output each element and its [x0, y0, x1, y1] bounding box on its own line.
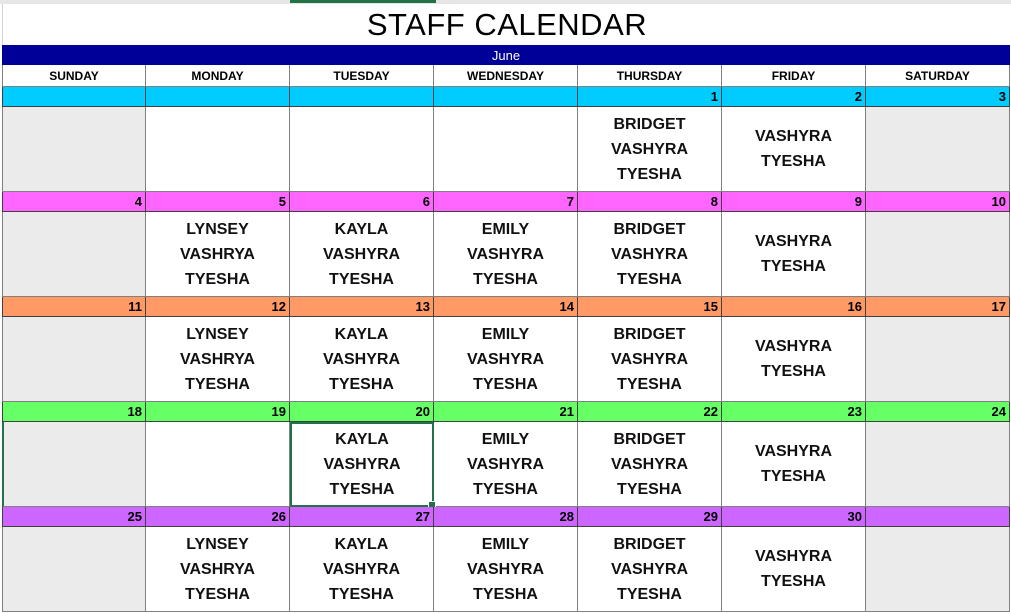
day-header-sunday[interactable]: SUNDAY — [2, 65, 146, 87]
week-2 — [2, 192, 1010, 297]
date-number-cell[interactable]: 7 — [434, 192, 578, 212]
day-header-monday[interactable]: MONDAY — [146, 65, 290, 87]
staff-name: BRIDGET — [613, 535, 686, 553]
date-number-cell[interactable]: 18 — [2, 402, 146, 422]
date-number-cell[interactable]: 28 — [434, 507, 578, 527]
staff-cell[interactable] — [2, 107, 146, 192]
staff-name: TYESHA — [617, 165, 682, 183]
staff-name: KAYLA — [334, 535, 389, 553]
staff-name: TYESHA — [329, 481, 395, 498]
date-number-row — [2, 297, 1010, 317]
staff-name: VASHRYA — [180, 560, 255, 578]
staff-name: EMILY — [481, 325, 530, 343]
staff-row — [2, 527, 1010, 612]
staff-cell[interactable] — [722, 422, 866, 507]
staff-cell[interactable] — [578, 527, 722, 612]
staff-name: TYESHA — [761, 153, 826, 170]
staff-name: EMILY — [481, 430, 530, 448]
staff-cell[interactable] — [434, 107, 578, 192]
staff-cell[interactable] — [866, 107, 1010, 192]
staff-cell[interactable] — [2, 317, 146, 402]
date-number-cell[interactable]: 30 — [722, 507, 866, 527]
staff-name: TYESHA — [473, 270, 538, 288]
date-number-cell[interactable] — [434, 87, 578, 107]
date-number-cell[interactable]: 19 — [146, 402, 290, 422]
staff-name: BRIDGET — [613, 220, 686, 238]
date-number-cell[interactable]: 27 — [290, 507, 434, 527]
day-header-friday[interactable]: FRIDAY — [722, 65, 866, 87]
date-number-cell[interactable]: 4 — [2, 192, 146, 212]
staff-name: TYESHA — [473, 480, 538, 498]
date-number-cell[interactable]: 3 — [866, 87, 1010, 107]
staff-cell[interactable] — [2, 212, 146, 297]
month-bar[interactable]: June — [2, 45, 1010, 65]
staff-cell[interactable] — [578, 422, 722, 507]
date-number-cell[interactable]: 11 — [2, 297, 146, 317]
staff-name: VASHYRA — [466, 560, 545, 578]
week-4 — [2, 402, 1010, 507]
staff-cell[interactable] — [2, 422, 146, 507]
date-number-cell[interactable]: 5 — [146, 192, 290, 212]
staff-cell[interactable] — [146, 107, 290, 192]
staff-name: TYESHA — [473, 585, 538, 603]
staff-cell[interactable] — [866, 527, 1010, 612]
staff-name: TYESHA — [185, 270, 250, 288]
staff-name: VASHYRA — [754, 443, 833, 460]
date-number-cell[interactable]: 14 — [434, 297, 578, 317]
staff-name: LYNSEY — [186, 535, 249, 553]
date-number-cell[interactable]: 9 — [722, 192, 866, 212]
staff-cell[interactable] — [866, 317, 1010, 402]
staff-name: VASHYRA — [754, 548, 833, 565]
date-number-cell[interactable]: 29 — [578, 507, 722, 527]
date-number-cell[interactable]: 13 — [290, 297, 434, 317]
staff-cell[interactable] — [434, 317, 578, 402]
staff-cell[interactable] — [146, 422, 290, 507]
staff-cell[interactable] — [290, 317, 434, 402]
staff-name: TYESHA — [761, 363, 826, 380]
staff-name: VASHYRA — [322, 245, 401, 263]
date-number-cell[interactable]: 21 — [434, 402, 578, 422]
date-number-cell[interactable]: 6 — [290, 192, 434, 212]
staff-name: TYESHA — [185, 585, 250, 603]
date-number-cell[interactable]: 26 — [146, 507, 290, 527]
staff-name: TYESHA — [617, 480, 682, 498]
staff-cell[interactable] — [2, 527, 146, 612]
staff-cell[interactable] — [290, 527, 434, 612]
staff-name: KAYLA — [335, 431, 389, 448]
staff-cell[interactable] — [722, 527, 866, 612]
staff-name: LYNSEY — [186, 220, 249, 238]
staff-name: KAYLA — [334, 220, 389, 238]
staff-name: VASHYRA — [610, 245, 689, 263]
date-number-cell[interactable]: 8 — [578, 192, 722, 212]
staff-cell[interactable] — [434, 527, 578, 612]
date-number-cell[interactable]: 23 — [722, 402, 866, 422]
date-number-cell[interactable]: 10 — [866, 192, 1010, 212]
staff-name: VASHYRA — [754, 233, 833, 250]
staff-name: EMILY — [481, 220, 530, 238]
date-number-cell[interactable] — [866, 507, 1010, 527]
staff-name: TYESHA — [761, 468, 826, 485]
staff-row — [2, 317, 1010, 402]
staff-name: VASHYRA — [610, 455, 689, 473]
date-number-cell[interactable]: 2 — [722, 87, 866, 107]
staff-cell[interactable] — [578, 212, 722, 297]
date-number-row — [2, 507, 1010, 527]
staff-cell[interactable] — [578, 317, 722, 402]
day-header-tuesday[interactable]: TUESDAY — [290, 65, 434, 87]
staff-name: VASHYRA — [466, 245, 545, 263]
staff-name: VASHYRA — [322, 560, 401, 578]
date-number-cell[interactable]: 20 — [290, 402, 434, 422]
staff-name: TYESHA — [329, 270, 394, 288]
staff-name: TYESHA — [617, 375, 682, 393]
day-header-saturday[interactable]: SATURDAY — [866, 65, 1010, 87]
calendar-title[interactable]: STAFF CALENDAR — [2, 4, 1011, 45]
staff-name: VASHYRA — [610, 560, 689, 578]
staff-name: VASHYRA — [466, 350, 545, 368]
staff-name: TYESHA — [761, 258, 826, 275]
staff-cell[interactable] — [722, 107, 866, 192]
staff-name: BRIDGET — [613, 115, 686, 133]
staff-name: TYESHA — [185, 375, 250, 393]
staff-cell[interactable] — [290, 422, 434, 507]
date-number-cell[interactable] — [2, 87, 146, 107]
staff-cell[interactable] — [722, 212, 866, 297]
staff-name: TYESHA — [761, 573, 826, 590]
day-header-row — [2, 65, 1010, 87]
staff-name: VASHYRA — [754, 128, 833, 145]
date-number-cell[interactable]: 24 — [866, 402, 1010, 422]
staff-name: VASHYRA — [322, 350, 401, 368]
week-5 — [2, 507, 1010, 612]
date-number-cell[interactable]: 16 — [722, 297, 866, 317]
date-number-cell[interactable]: 15 — [578, 297, 722, 317]
staff-row — [2, 107, 1010, 192]
date-number-cell[interactable]: 1 — [578, 87, 722, 107]
staff-name: TYESHA — [617, 270, 682, 288]
date-number-cell[interactable] — [290, 87, 434, 107]
staff-cell[interactable] — [578, 107, 722, 192]
staff-cell[interactable] — [434, 422, 578, 507]
staff-name: TYESHA — [473, 375, 538, 393]
staff-name: VASHYRA — [610, 140, 689, 158]
staff-name: VASHYRA — [754, 338, 833, 355]
date-number-cell[interactable]: 25 — [2, 507, 146, 527]
staff-cell[interactable] — [146, 527, 290, 612]
date-number-cell[interactable]: 12 — [146, 297, 290, 317]
staff-name: VASHYRA — [466, 455, 545, 473]
staff-cell[interactable] — [146, 317, 290, 402]
day-header-wednesday[interactable]: WEDNESDAY — [434, 65, 578, 87]
staff-name: VASHYRA — [323, 456, 401, 473]
week-3 — [2, 297, 1010, 402]
staff-cell[interactable] — [146, 212, 290, 297]
staff-name: TYESHA — [329, 375, 394, 393]
date-number-row — [2, 402, 1010, 422]
selected-column-indicator — [290, 0, 436, 3]
staff-row — [2, 422, 1010, 507]
staff-name: TYESHA — [329, 585, 394, 603]
staff-name: VASHRYA — [180, 350, 255, 368]
staff-cell[interactable] — [866, 422, 1010, 507]
staff-name: LYNSEY — [186, 325, 249, 343]
date-number-row — [2, 87, 1010, 107]
date-number-row — [2, 192, 1010, 212]
staff-cell[interactable] — [722, 317, 866, 402]
staff-cell[interactable] — [290, 212, 434, 297]
week-1 — [2, 87, 1010, 192]
staff-name: VASHRYA — [180, 245, 255, 263]
staff-name: EMILY — [481, 535, 530, 553]
staff-name: KAYLA — [334, 325, 389, 343]
staff-cell[interactable] — [866, 212, 1010, 297]
date-number-cell[interactable]: 17 — [866, 297, 1010, 317]
staff-name: VASHYRA — [610, 350, 689, 368]
date-number-cell[interactable] — [146, 87, 290, 107]
staff-name: BRIDGET — [613, 325, 686, 343]
staff-row — [2, 212, 1010, 297]
staff-name: BRIDGET — [613, 430, 686, 448]
staff-cell[interactable] — [290, 107, 434, 192]
staff-name: TYESHA — [617, 585, 682, 603]
date-number-cell[interactable]: 22 — [578, 402, 722, 422]
staff-cell[interactable] — [434, 212, 578, 297]
day-header-thursday[interactable]: THURSDAY — [578, 65, 722, 87]
